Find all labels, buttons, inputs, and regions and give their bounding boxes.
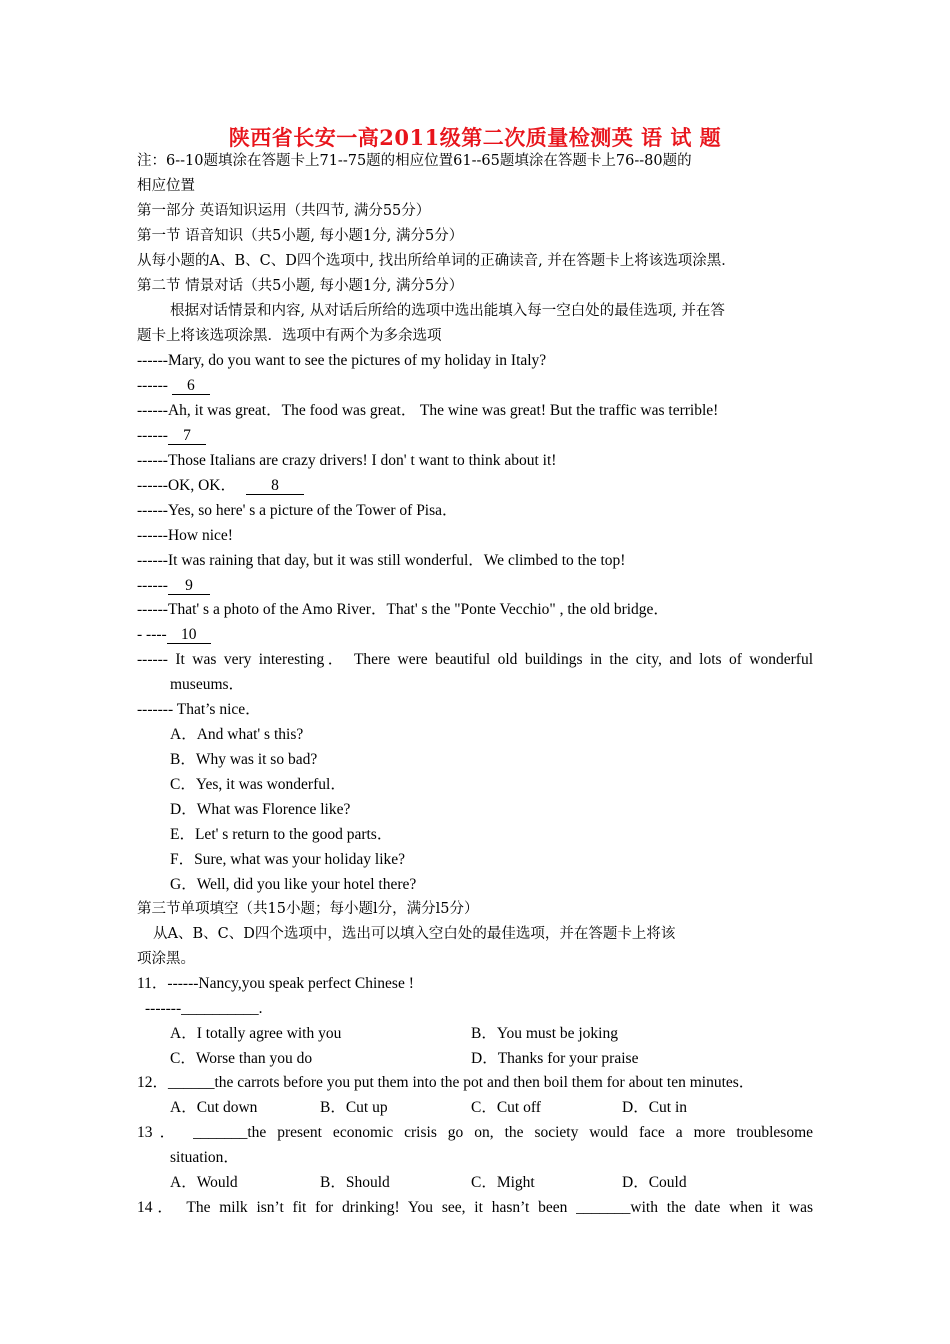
option-g: G．Well, did you like your hotel there? [170, 876, 417, 893]
question-13-option-b: B．Should [320, 1174, 390, 1191]
question-13-option-d: D．Could [622, 1174, 687, 1191]
option-e: E．Let' s return to the good parts． [170, 826, 393, 843]
option-d: D．What was Florence like? [170, 801, 351, 818]
question-13-stem: 13． _______the present economic crisis go on, the society would face a more troublesome [137, 1124, 813, 1141]
question-11-stem: 11．------Nancy,you speak perfect Chinese ! [137, 975, 414, 992]
blank-9: 9 [168, 578, 210, 595]
section2-instruction-1: 根据对话情景和内容, 从对话后所给的选项中选出能填入每一空白处的最佳选项, 并在答 [170, 303, 725, 319]
option-a: A．And what' s this? [170, 726, 304, 743]
question-12-option-c: C．Cut off [471, 1099, 541, 1116]
dialogue-prefix: ------OK, OK． [137, 477, 236, 494]
section3-instruction-2: 项涂黑。 [137, 951, 195, 967]
note-line-2: 相应位置 [137, 178, 195, 194]
question-12-stem: 12．______the carrots before you put them into the pot and then boil them for about ten minutes． [137, 1074, 755, 1091]
section1-instruction: 从每小题的A、B、C、D四个选项中, 找出所给单词的正确读音, 并在答题卡上将该选项涂黑． [137, 253, 736, 269]
dialogue-line: museums． [170, 676, 245, 693]
question-12-option-d: D．Cut in [622, 1099, 688, 1116]
option-b: B．Why was it so bad? [170, 751, 318, 768]
dialogue-line: ------That' s a photo of the Amo River．That' s the "Ponte Vecchio" , the old bridge． [137, 601, 669, 618]
dialogue-line [137, 426, 206, 446]
dialogue-line: ------How nice! [137, 527, 233, 544]
dialogue-line [137, 376, 210, 396]
question-13-option-a: A．Would [170, 1174, 238, 1191]
question-13-option-c: C．Might [471, 1174, 535, 1191]
blank-6: 6 [172, 378, 210, 395]
section2-instruction-2: 题卡上将该选项涂黑．选项中有两个为多余选项 [137, 328, 442, 344]
blank-7: 7 [168, 428, 206, 445]
dialogue-prefix: ------ [137, 577, 168, 594]
dialogue-prefix: ------ [137, 427, 168, 444]
dialogue-line: ------Mary, do you want to see the pictures of my holiday in Italy? [137, 352, 547, 369]
question-11-option-c: C．Worse than you do [170, 1050, 313, 1067]
dialogue-prefix: - ---- [137, 626, 167, 643]
dialogue-line [137, 576, 210, 596]
section3-heading: 第三节单项填空（共15小题；每小题l分，满分l5分） [137, 901, 479, 917]
question-11-option-a: A．I totally agree with you [170, 1025, 342, 1042]
part1-heading: 第一部分 英语知识运用（共四节, 满分55分） [137, 203, 431, 219]
question-11-option-d: D．Thanks for your praise [471, 1050, 639, 1067]
note-line-1: 注：6--10题填涂在答题卡上71--75题的相应位置61--65题填涂在答题卡上76--80题的 [137, 153, 692, 169]
blank-8: 8 [246, 478, 304, 495]
dialogue-line [137, 625, 211, 645]
section1-heading: 第一节 语音知识（共5小题, 每小题1分, 满分5分） [137, 228, 464, 244]
dialogue-line: ------Yes, so here' s a picture of the Tower of Pisa． [137, 502, 458, 519]
dialogue-line: ------Ah, it was great．The food was great． The wine was great! But the traffic was terrible! [137, 402, 719, 419]
page-title: 陕西省长安一高2011级第二次质量检测英 语 试 题 [228, 125, 722, 150]
dialogue-line [137, 476, 304, 496]
dialogue-line: ------Those Italians are crazy drivers! I don' t want to think about it! [137, 452, 557, 469]
blank-10: 10 [167, 627, 211, 644]
option-f: F．Sure, what was your holiday like? [170, 851, 406, 868]
option-c: C．Yes, it was wonderful． [170, 776, 346, 793]
dialogue-line: ------- That’s nice． [137, 701, 261, 718]
question-12-option-a: A．Cut down [170, 1099, 258, 1116]
dialogue-line: ------It was raining that day, but it was still wonderful．We climbed to the top! [137, 552, 626, 569]
section3-instruction-1: 从A、B、C、D四个选项中，选出可以填入空白处的最佳选项，并在答题卡上将该 [153, 926, 676, 942]
question-12-option-b: B．Cut up [320, 1099, 388, 1116]
question-14-stem: 14． The milk isn’t fit for drinking! You see, it hasn’t been _______with the date when it was [137, 1199, 813, 1216]
dialogue-prefix: ------ [137, 377, 172, 394]
section2-heading: 第二节 情景对话（共5小题, 每小题1分, 满分5分） [137, 278, 464, 294]
dialogue-line: ------ It was very interesting． There were beautiful old buildings in the city, and lots of wonderful [137, 651, 813, 668]
question-13-continuation: situation． [170, 1149, 239, 1166]
question-11-option-b: B．You must be joking [471, 1025, 618, 1042]
question-11-answer-line: -------__________. [145, 1000, 263, 1017]
